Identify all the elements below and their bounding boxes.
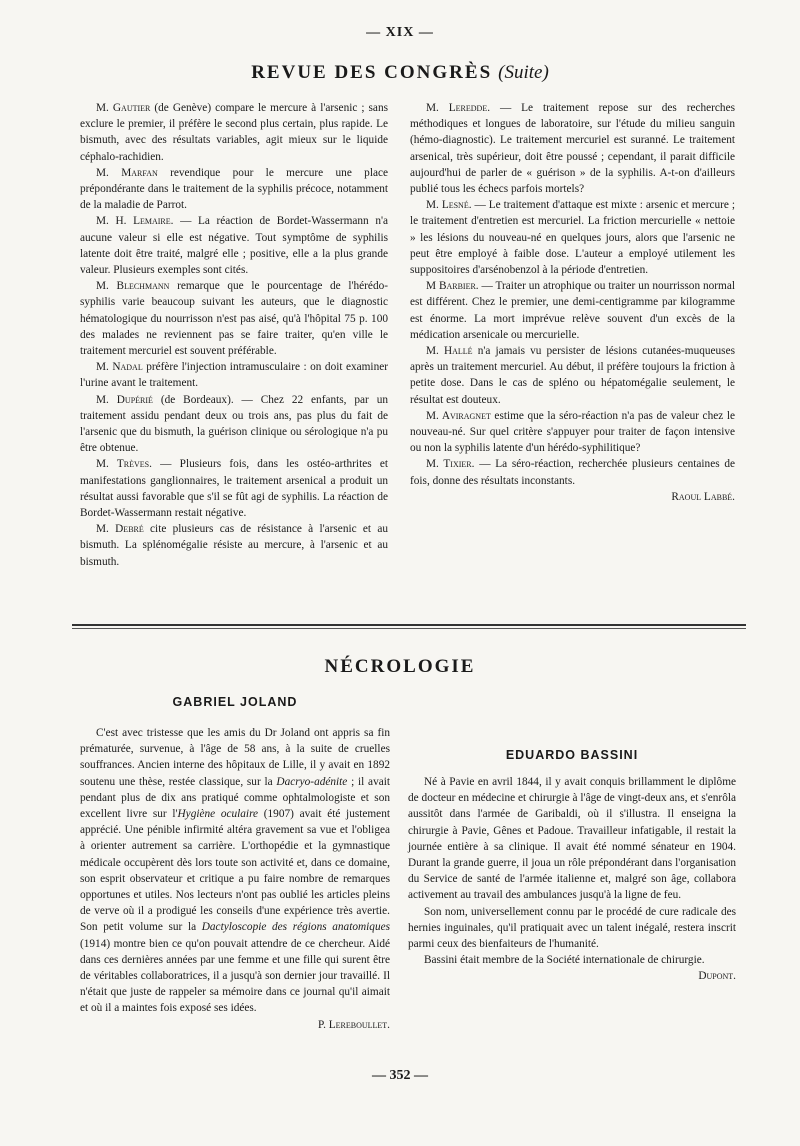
entry-text: — Plusieurs fois, dans les ostéo-arthrites et manifestations ganglionnaires, le traitement arsenical a produit un résultat aussi favorable que s'il se fût agi de syphilis. La réaction de Bordet-Wassermann restait négative. <box>80 458 388 520</box>
speaker-name: M. Hallé <box>426 345 473 358</box>
joland-paragraph: C'est avec tristesse que les amis du Dr Joland ont appris sa fin prématurée, survenue, à l'âge de 58 ans, à la suite de cruelles souffrances. Ancien interne des hôpitaux de Lille, il y avait en 1892 soutenu une thèse, restée classique, sur la Dacryo-adénite ; il avait pendant plus de dix ans pratiqué comme ophtalmologiste et son excellent livre sur l'Hygiène oculaire (1907) avait été justement apprécié. Une pénible infirmité altéra gravement sa vue et l'obligea à orienter autrement sa carrière. L'orthopédie et la gymnastique médicale occupèrent dès lors toute son activité et, dans ce domaine, son esprit observateur et critique a pu faire nombre de remarques opportunes et utiles. Nos lecteurs n'ont pas oublié les articles pleins de verve où il a prodigué les conseils d'une expérience très avertie. Son petit volume sur la Dactyloscopie des régions anatomiques (1914) montre bien ce qu'on pouvait attendre de ce chercheur. Aidé dans ces dernières années par une femme et une fille qui surent être de véritables collaboratrices, il a jusqu'à son dernier jour travaillé. Il n'était que juste de rappeler sa mémoire dans ce journal qu'il aimait et où il a maintes fois exposé ses idées. <box>80 727 391 1015</box>
section-title-text: REVUE DES CONGRÈS <box>251 62 493 83</box>
revue-entry <box>80 278 388 359</box>
revue-entry <box>80 213 388 278</box>
speaker-name: M. H. Lemaire. <box>96 215 174 228</box>
revue-left-column <box>80 100 388 570</box>
speaker-name: M. Tixier. <box>426 458 475 471</box>
entry-text: — La séro-réaction, recherchée plusieurs centaines de fois, donne des résultats inconstants. <box>410 458 736 487</box>
entry-text: cite plusieurs cas de résistance à l'arsenic et au bismuth. La splénomégalie résiste au mercure, à l'arsenic et au bismuth. <box>80 523 389 568</box>
joland-column <box>80 725 390 1033</box>
entry-text: revendique pour le mercure une place prépondérante dans le traitement de la syphilis précoce, notamment de la maladie de Parrot. <box>80 166 388 212</box>
speaker-name: M. Marfan <box>96 166 158 179</box>
entry-text: préfère l'injection intramusculaire : on doit examiner l'urine avant le traitement. <box>80 361 388 390</box>
revue-entry <box>80 392 388 457</box>
entry-text: n'a jamais vu persister de lésions cutanées-muqueuses après un traitement mercuriel. Au début, il préfère toujours la friction à petite dose. Dans le cas de spléno ou hépatomégalie seulement, le résultat est douteux. <box>410 345 735 406</box>
revue-entry <box>410 278 735 343</box>
revue-entry <box>80 165 388 214</box>
page-number: — 352 — <box>372 1068 428 1083</box>
revue-entry <box>80 359 388 391</box>
section-divider <box>72 624 746 626</box>
revue-entry <box>410 343 735 408</box>
entry-text: (de Bordeaux). — Chez 22 enfants, par un traitement assidu pendant deux ou trois ans, pas plus du fait de l'arsenic que du bismuth, la guérison clinique ou sérologique n'a pu être obtenue. <box>80 393 389 455</box>
speaker-name: M. Lesné. <box>426 199 472 212</box>
speaker-name: M. Gautier <box>96 102 151 114</box>
speaker-name: M. Aviragnet <box>426 409 491 422</box>
entry-text: — Le traitement repose sur des recherches méthodiques et longues de laboratoire, sur l'étude du milieu sanguin (hémo-diagnostic). Le traitement mercuriel est suranné. Le traitement arsenical, très supérieur, doit être poussé ; cependant, il parait difficile aujourd'hui de parler de « guérison » de la syphilis. A-t-on d'ailleurs publié tous les échecs parfois mortels? <box>410 102 735 196</box>
speaker-name: M. Blechmann <box>96 280 170 293</box>
section-title <box>0 62 800 84</box>
speaker-name: M. Trèves. <box>96 458 152 471</box>
bassini-signature: Dupont. <box>698 970 736 983</box>
revue-right-column <box>410 100 735 505</box>
speaker-name: M. Debré <box>96 523 144 536</box>
speaker-name: M. Nadal <box>96 361 143 374</box>
bassini-paragraph-3: Bassini était membre de la Société internationale de chirurgie. <box>424 954 705 967</box>
revue-entry <box>80 100 388 165</box>
revue-entry <box>410 100 735 197</box>
entry-text: remarque que le pourcentage de l'hérédo-syphilis varie beaucoup suivant les auteurs, que le diagnostic hématologique du nourrisson n'est pas aisé, qu'à l'hôpital 75 p. 100 des malades ne reviennent pas se faire traiter, qu'en ville le traitement mercuriel est souvent préférable. <box>80 280 389 358</box>
entry-text: — Le traitement d'attaque est mixte : arsenic et mercure ; le traitement d'entretien est mercuriel. La friction mercurielle « nettoie » les lésions du nouveau-né en quelques jours, alors que l'arsenic ne peut être employé à faible dose. L'auteur a employé utilement les suppositoires d'arsénobenzol à la période d'entretien. <box>410 199 735 277</box>
entry-text: (de Genève) compare le mercure à l'arsenic ; sans exclure le premier, il préfère le second plus certain, plus rapide. Le bismuth, avec des résultats variables, agit mieux sur le liquide céphalo-rachidien. <box>80 102 388 163</box>
revue-entry <box>80 456 388 521</box>
entry-text: — La réaction de Bordet-Wassermann n'a aucune valeur si elle est négative. Tout symptôme de syphilis latente doit être traité, malgré elle ; positive, elle a la plus grande valeur. Plusieurs exemples sont cités. <box>80 215 389 277</box>
revue-entry <box>410 456 735 488</box>
joland-heading: GABRIEL JOLAND <box>172 695 298 709</box>
revue-entry <box>410 197 735 278</box>
necrologie-title: NÉCROLOGIE <box>324 656 476 677</box>
bassini-paragraph-2: Son nom, universellement connu par le procédé de cure radicale des hernies inguinales, qu'il pratiquait avec un talent inégalé, restera inscrit parmi ceux des bienfaiteurs de l'humanité. <box>408 905 736 951</box>
page-roman-numeral: — XIX — <box>366 25 434 40</box>
section-title-suffix: (Suite) <box>498 62 549 83</box>
section-divider-thin <box>72 628 746 629</box>
bassini-column <box>408 774 736 985</box>
speaker-name: M. Leredde. <box>426 102 491 114</box>
speaker-name: M Barbier. <box>426 280 479 293</box>
revue-entry <box>80 521 388 570</box>
revue-signature: Raoul Labbé. <box>671 490 735 503</box>
bassini-heading: EDUARDO BASSINI <box>505 748 639 762</box>
bassini-paragraph-1: Né à Pavie en avril 1844, il y avait conquis brillamment le diplôme de docteur en médecine et chirurgie à l'âge de vingt-deux ans, et s'enrôla aussitôt dans l'armée de Garibaldi, où il s'illustra. Il enseigna la chirurgie à Pavie, Gênes et Padoue. Travailleur infatigable, il restait la journée entière à sa clinique. Il avait été nommé sénateur en 1904. Durant la grande guerre, il joua un rôle prépondérant dans l'organisation du Service de santé de l'armée italienne et, malgré son âge, collabora activement au travail des ambulances jusqu'à la ligne de feu. <box>408 776 736 902</box>
entry-text: estime que la séro-réaction n'a pas de valeur chez le nouveau-né. Sur quel critère s'appuyer pour traiter de façon intensive ou non la syphilis latente d'un hérédo-syphilitique? <box>410 409 735 455</box>
joland-signature: P. Lereboullet. <box>318 1018 390 1031</box>
revue-entry <box>410 408 735 457</box>
entry-text: — Traiter un atrophique ou traiter un nourrisson normal est différent. Chez le premier, une demi-centigramme par kilogramme est énorme. La mort imprévue relève souvent d'un excès de la médication arsenicale ou mercurielle. <box>410 280 735 341</box>
speaker-name: M. Dupérié <box>96 393 153 406</box>
